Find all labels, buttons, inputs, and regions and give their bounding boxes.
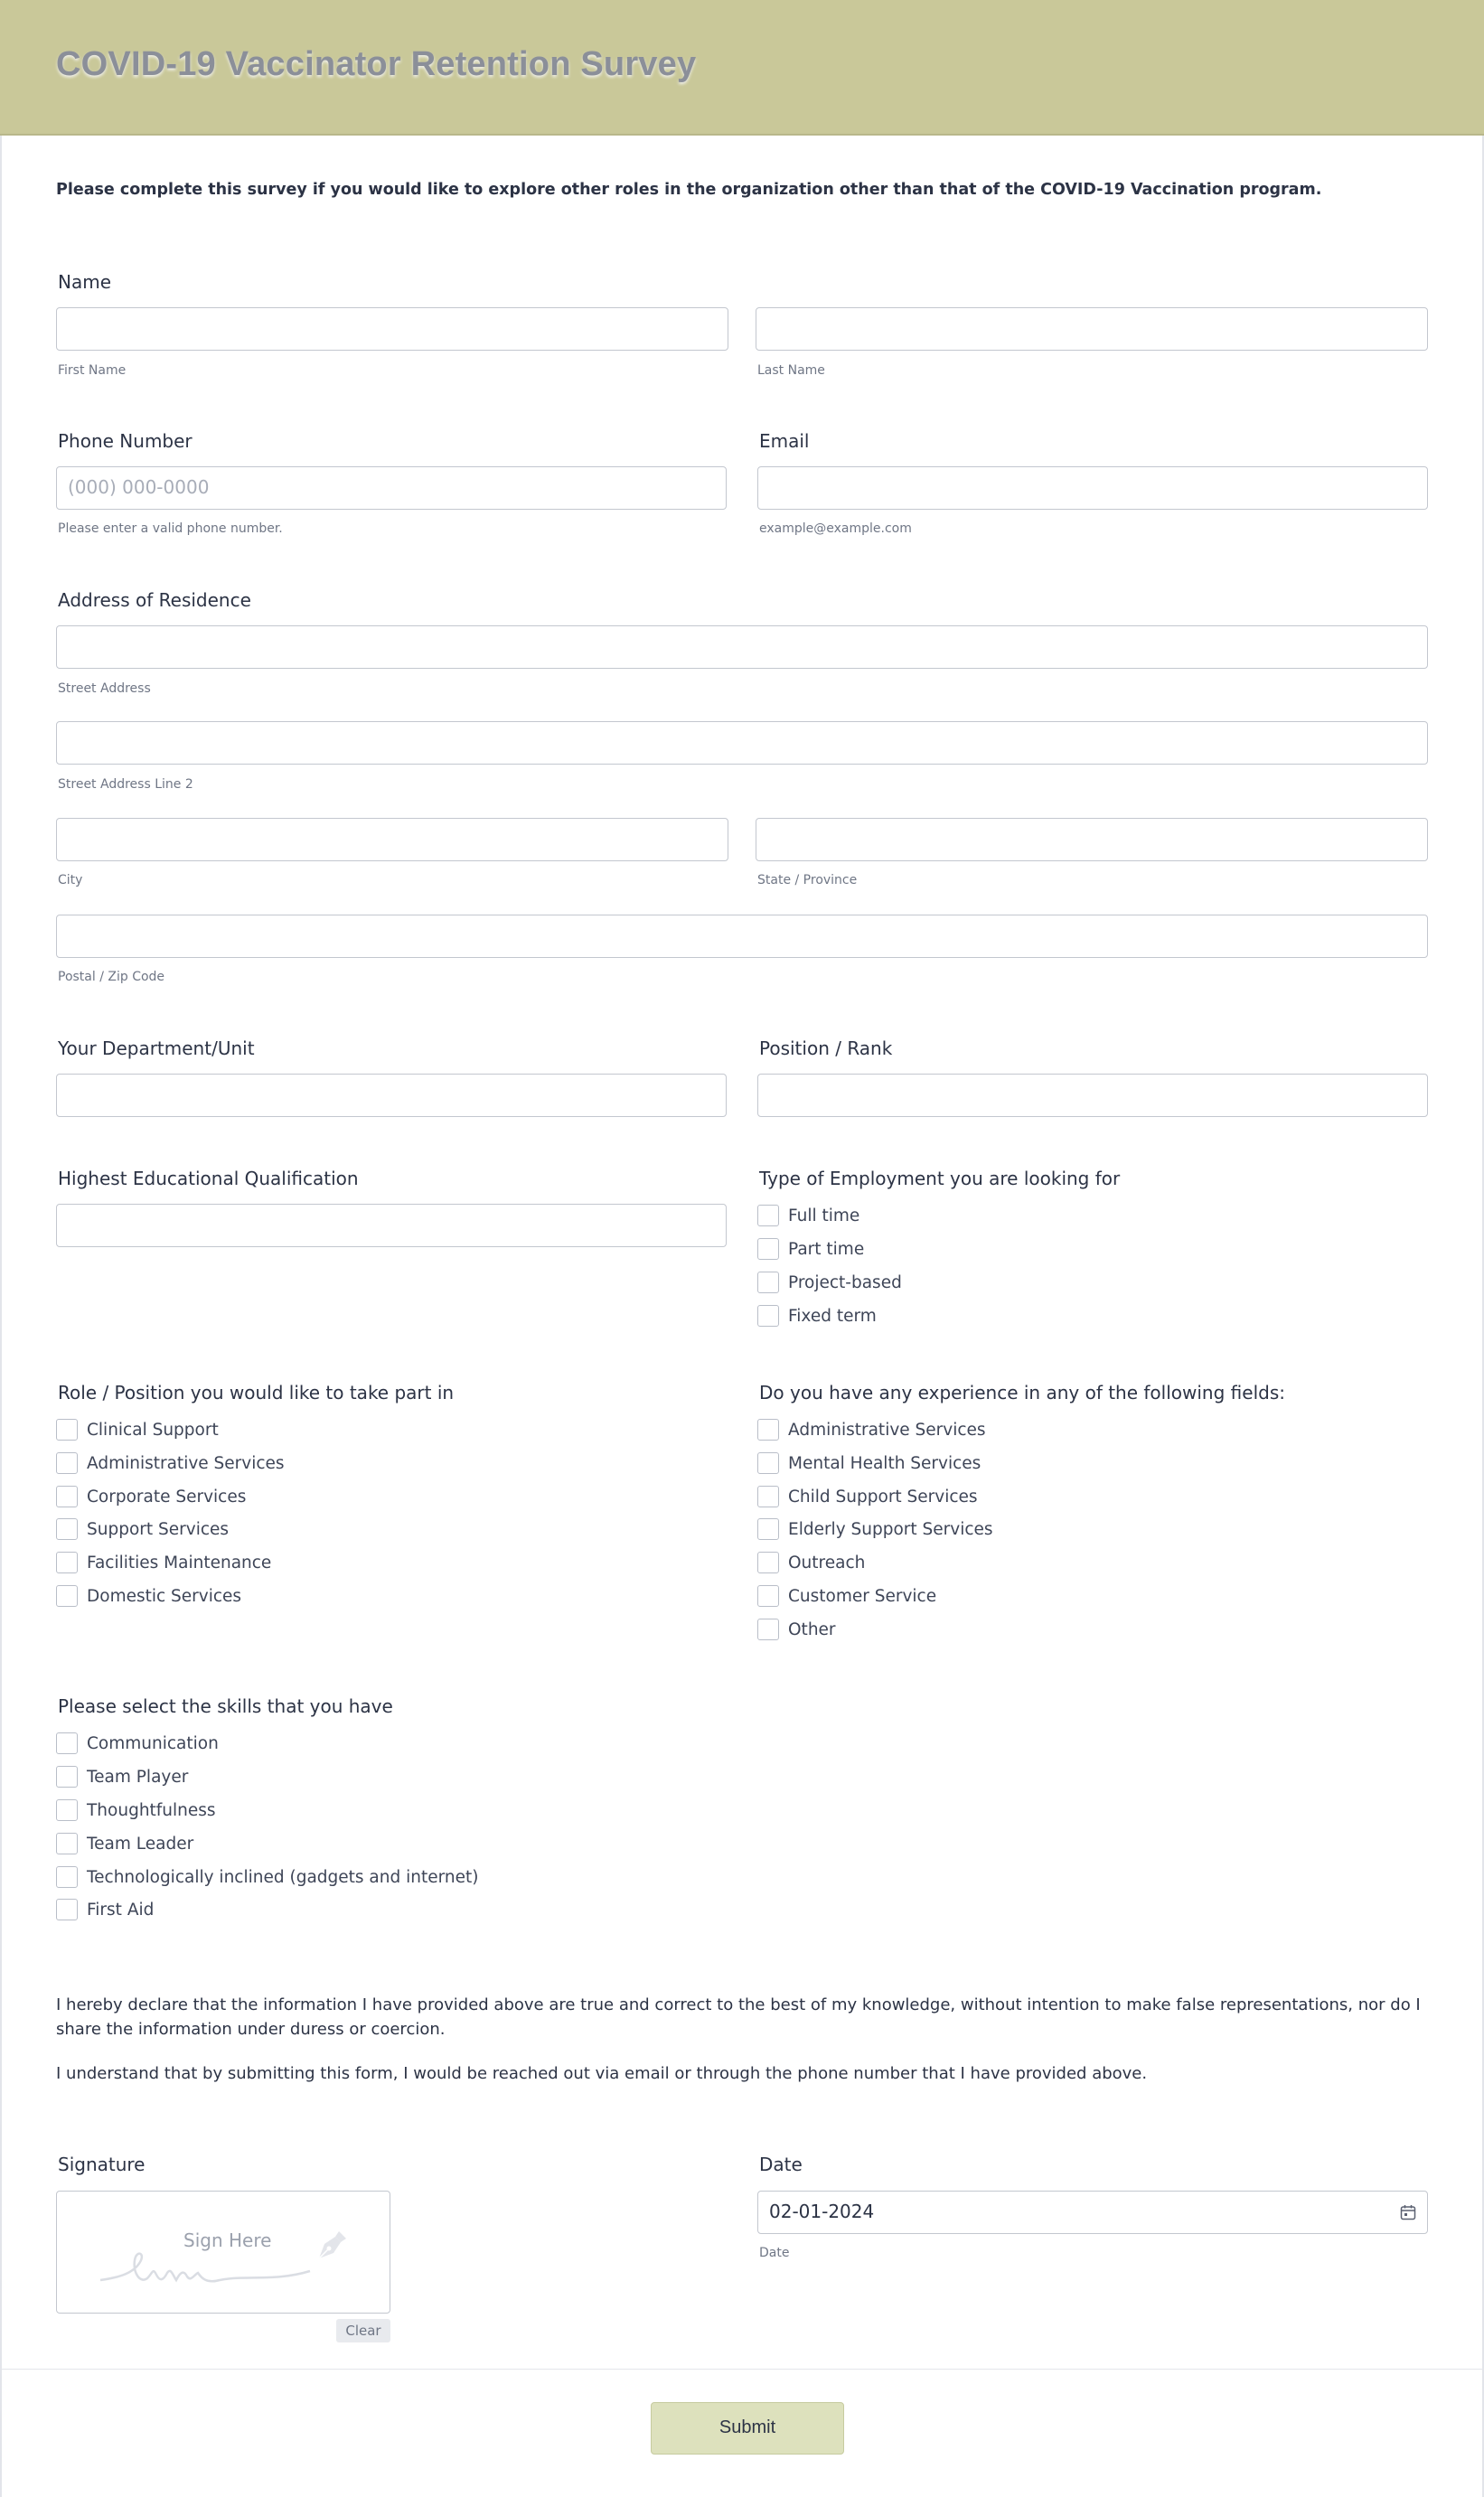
- checkbox[interactable]: [56, 1518, 78, 1540]
- zip-input[interactable]: [56, 915, 1428, 958]
- phone-input[interactable]: (000) 000-0000: [56, 466, 727, 510]
- checkbox[interactable]: [757, 1619, 779, 1640]
- checkbox[interactable]: [757, 1238, 779, 1260]
- date-label: Date: [759, 2154, 803, 2175]
- checkbox[interactable]: [56, 1833, 78, 1854]
- footer-divider: [0, 2369, 1484, 2370]
- experience-option[interactable]: Mental Health Services: [757, 1451, 981, 1475]
- email-input[interactable]: [757, 466, 1428, 510]
- email-label: Email: [759, 430, 810, 452]
- phone-sublabel: Please enter a valid phone number.: [58, 521, 283, 536]
- date-input[interactable]: [757, 2191, 1428, 2234]
- employment-option[interactable]: Fixed term: [757, 1304, 877, 1328]
- checkbox[interactable]: [757, 1552, 779, 1573]
- checkbox[interactable]: [56, 1766, 78, 1788]
- checkbox[interactable]: [757, 1585, 779, 1607]
- signature-clear-button[interactable]: Clear: [336, 2319, 390, 2342]
- position-label: Position / Rank: [759, 1037, 893, 1059]
- experience-option[interactable]: Customer Service: [757, 1584, 936, 1608]
- employment-option[interactable]: Project-based: [757, 1271, 902, 1294]
- first-name-input[interactable]: [56, 307, 728, 351]
- name-label: Name: [58, 271, 112, 293]
- checkbox[interactable]: [56, 1866, 78, 1888]
- experience-option[interactable]: Child Support Services: [757, 1485, 978, 1508]
- skills-option[interactable]: Technologically inclined (gadgets and internet): [56, 1865, 478, 1889]
- state-sublabel: State / Province: [757, 873, 858, 887]
- last-name-sublabel: Last Name: [757, 363, 825, 378]
- checkbox[interactable]: [757, 1272, 779, 1293]
- checkbox[interactable]: [757, 1419, 779, 1441]
- employment-option[interactable]: Part time: [757, 1237, 864, 1261]
- employment-label: Type of Employment you are looking for: [759, 1168, 1121, 1189]
- checkbox[interactable]: [56, 1452, 78, 1474]
- signature-label: Signature: [58, 2154, 146, 2175]
- email-sublabel: example@example.com: [759, 521, 912, 536]
- declaration-paragraph-1: I hereby declare that the information I have provided above are true and correct to the best of my knowledge, without intention to make false representations, nor do I share the information under duress or coercion.: [56, 1995, 1421, 2039]
- employment-option[interactable]: Full time: [757, 1204, 859, 1227]
- street-address-input[interactable]: [56, 625, 1428, 669]
- experience-label: Do you have any experience in any of the following fields:: [759, 1382, 1285, 1403]
- experience-option[interactable]: Administrative Services: [757, 1418, 986, 1441]
- city-input[interactable]: [56, 818, 728, 861]
- role-option[interactable]: Clinical Support: [56, 1418, 219, 1441]
- submit-button[interactable]: Submit: [651, 2402, 844, 2455]
- position-input[interactable]: [757, 1074, 1428, 1117]
- checkbox[interactable]: [56, 1732, 78, 1754]
- role-option[interactable]: Support Services: [56, 1517, 229, 1541]
- department-input[interactable]: [56, 1074, 727, 1117]
- pen-nib-icon: [312, 2228, 350, 2266]
- department-label: Your Department/Unit: [58, 1037, 255, 1059]
- checkbox[interactable]: [56, 1486, 78, 1507]
- role-option[interactable]: Domestic Services: [56, 1584, 241, 1608]
- checkbox[interactable]: [56, 1799, 78, 1821]
- address-label: Address of Residence: [58, 589, 251, 611]
- date-sublabel: Date: [759, 2246, 790, 2260]
- skills-option[interactable]: Communication: [56, 1732, 219, 1755]
- zip-sublabel: Postal / Zip Code: [58, 970, 165, 984]
- experience-option[interactable]: Other: [757, 1618, 836, 1641]
- checkbox[interactable]: [757, 1518, 779, 1540]
- experience-option[interactable]: Outreach: [757, 1551, 865, 1574]
- role-option[interactable]: Corporate Services: [56, 1485, 246, 1508]
- education-input[interactable]: [56, 1204, 727, 1247]
- street-address-sublabel: Street Address: [58, 681, 151, 696]
- skills-option[interactable]: First Aid: [56, 1898, 154, 1921]
- checkbox[interactable]: [757, 1452, 779, 1474]
- checkbox[interactable]: [757, 1305, 779, 1327]
- city-sublabel: City: [58, 873, 83, 887]
- form-intro: Please complete this survey if you would like to explore other roles in the organization other than that of the COVID-19 Vaccination program.: [56, 181, 1322, 199]
- checkbox[interactable]: [56, 1552, 78, 1573]
- street-address-line2-sublabel: Street Address Line 2: [58, 777, 193, 792]
- first-name-sublabel: First Name: [58, 363, 127, 378]
- education-label: Highest Educational Qualification: [58, 1168, 359, 1189]
- skills-label: Please select the skills that you have: [58, 1695, 393, 1717]
- skills-option[interactable]: Team Player: [56, 1765, 188, 1788]
- signature-placeholder: Sign Here: [183, 2229, 272, 2251]
- role-label: Role / Position you would like to take part in: [58, 1382, 455, 1403]
- skills-option[interactable]: Thoughtfulness: [56, 1798, 216, 1822]
- calendar-icon[interactable]: [1400, 2204, 1416, 2220]
- declaration-paragraph-2: I understand that by submitting this form, I would be reached out via email or through the phone number that I have provided above.: [56, 2064, 1148, 2083]
- role-option[interactable]: Facilities Maintenance: [56, 1551, 271, 1574]
- date-value: 02-01-2024: [769, 2201, 875, 2222]
- state-input[interactable]: [756, 818, 1428, 861]
- checkbox[interactable]: [56, 1899, 78, 1920]
- form-header: [0, 0, 1484, 136]
- form-title: COVID-19 Vaccinator Retention Survey: [56, 45, 697, 83]
- role-option[interactable]: Administrative Services: [56, 1451, 285, 1475]
- skills-option[interactable]: Team Leader: [56, 1832, 193, 1855]
- signature-pad[interactable]: [56, 2191, 390, 2314]
- street-address-line2-input[interactable]: [56, 721, 1428, 765]
- last-name-input[interactable]: [756, 307, 1428, 351]
- experience-option[interactable]: Elderly Support Services: [757, 1517, 993, 1541]
- checkbox[interactable]: [757, 1486, 779, 1507]
- checkbox[interactable]: [56, 1585, 78, 1607]
- phone-label: Phone Number: [58, 430, 193, 452]
- checkbox[interactable]: [56, 1419, 78, 1441]
- checkbox[interactable]: [757, 1205, 779, 1226]
